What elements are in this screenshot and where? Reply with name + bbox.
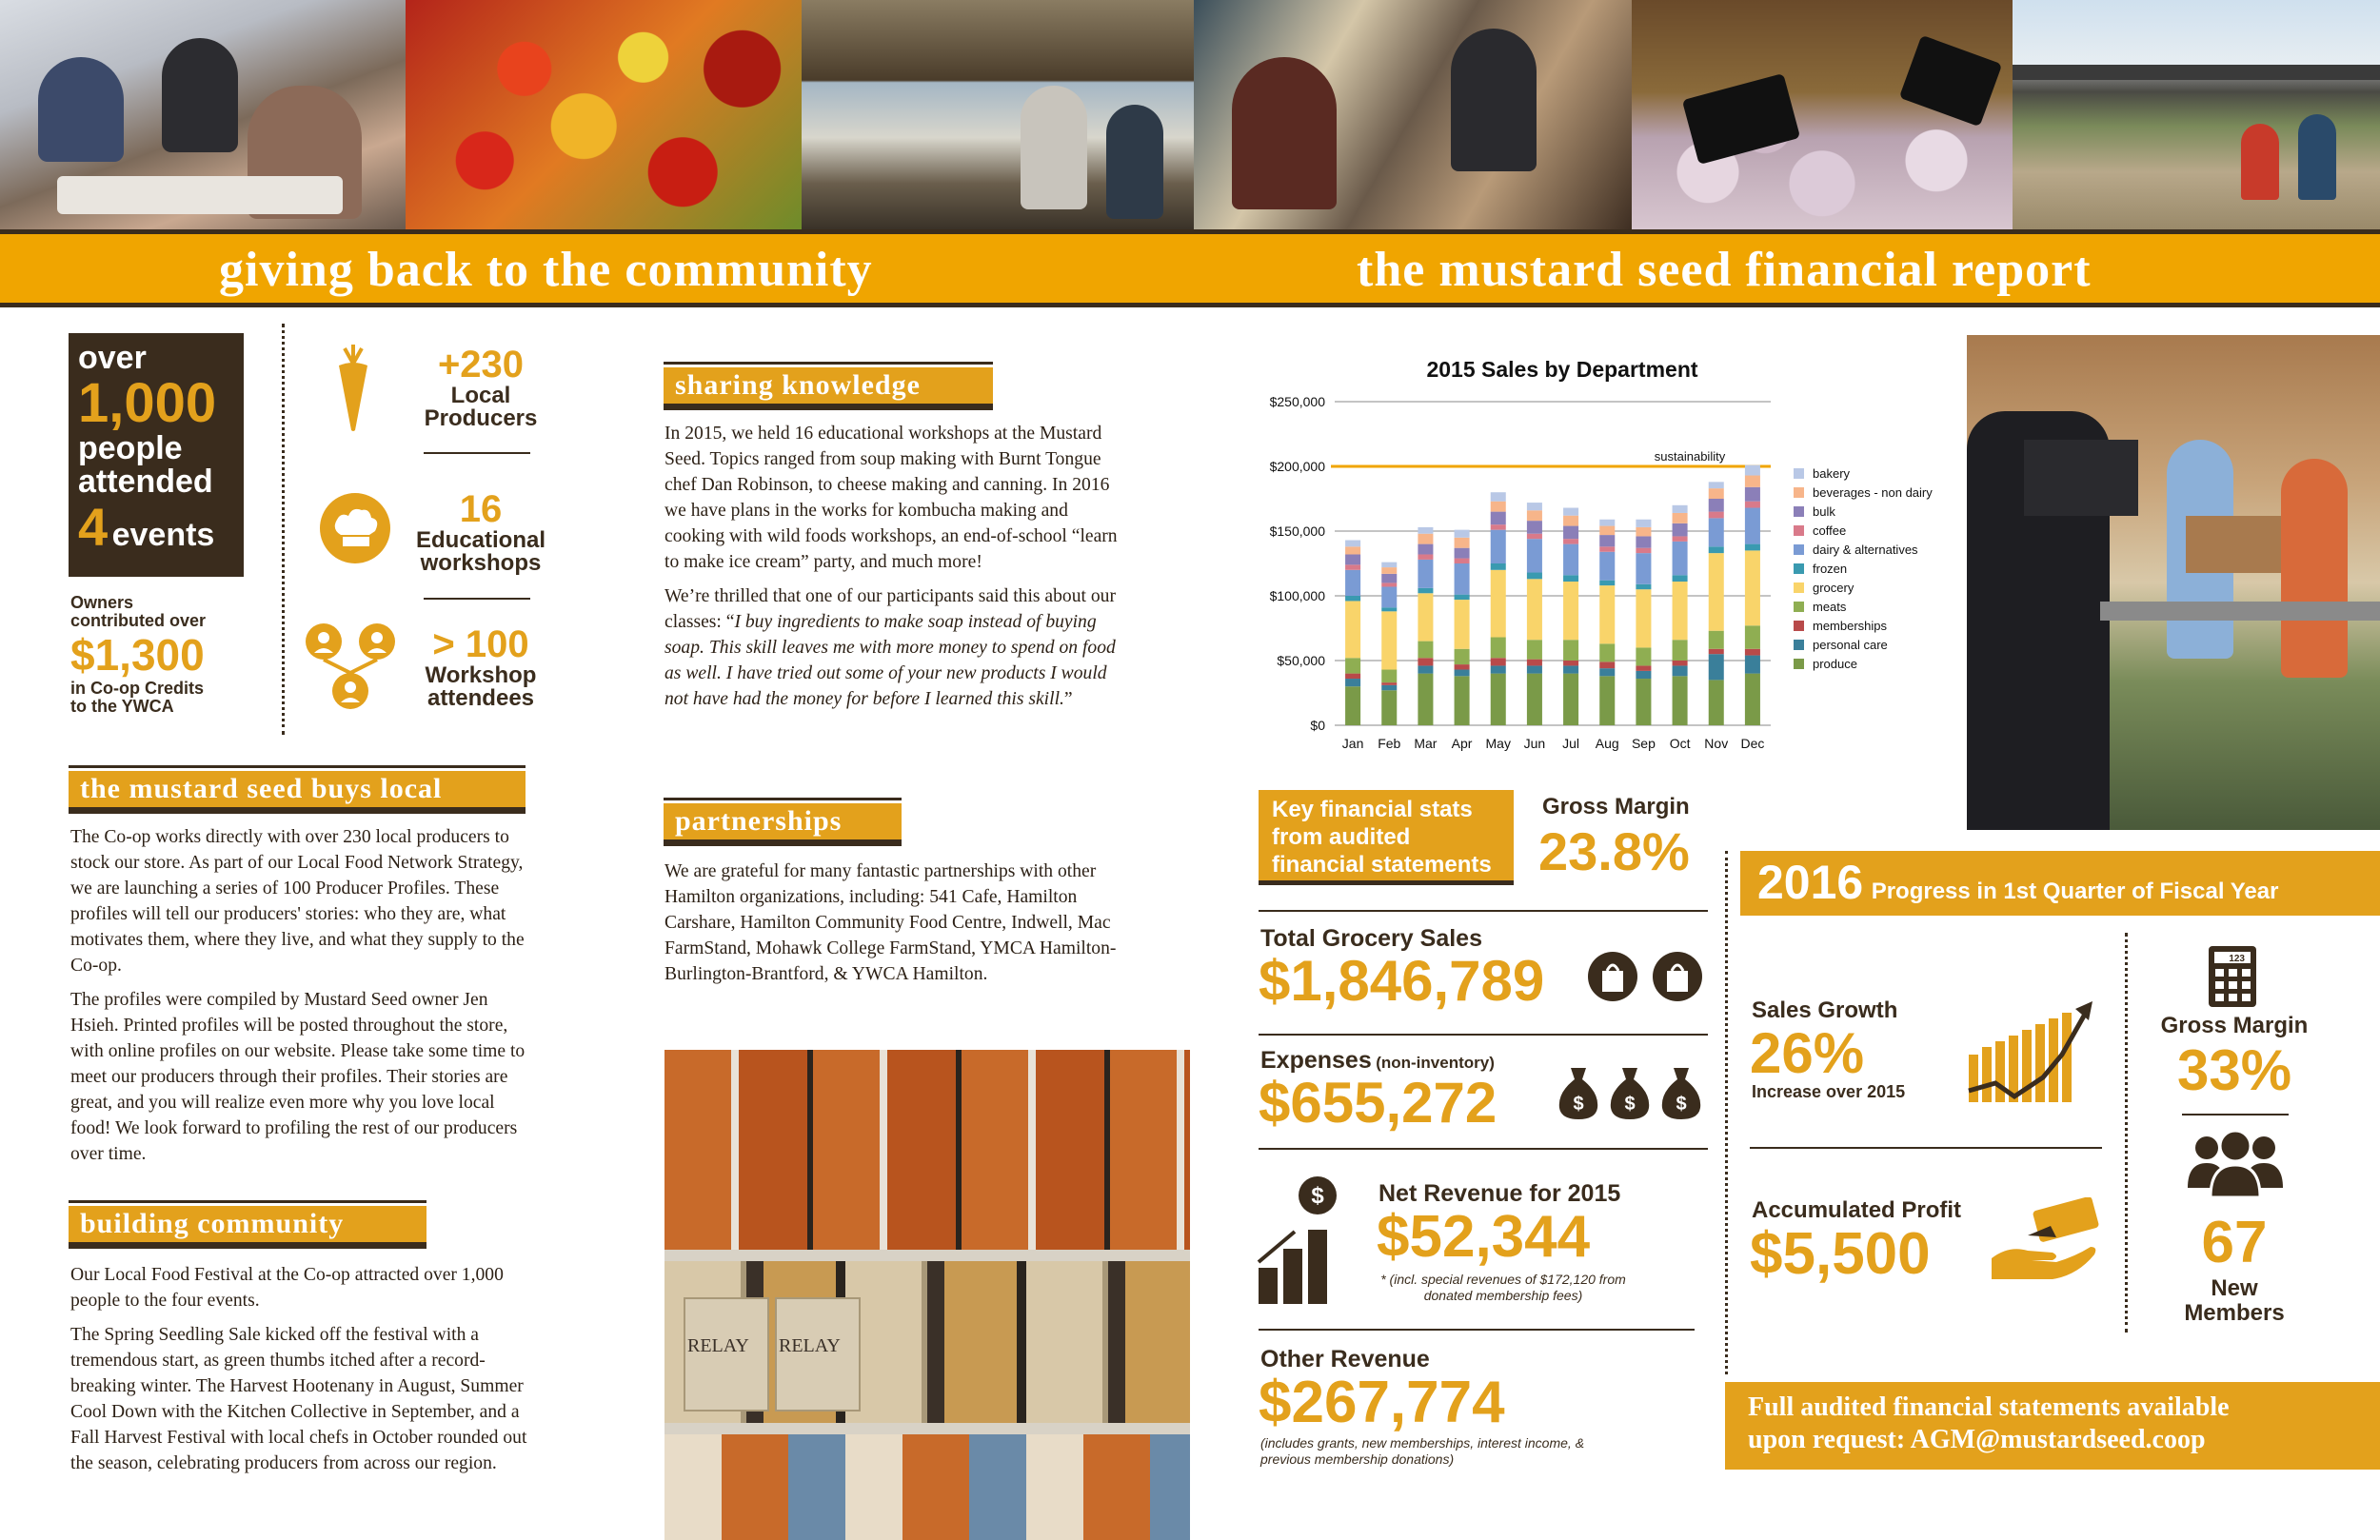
people-text: people <box>78 430 183 466</box>
bar-segment-dairy-alternatives <box>1599 552 1615 581</box>
bar-segment-bakery <box>1745 465 1760 476</box>
net-revenue-note: * (incl. special revenues of $172,120 from donated membership fees) <box>1380 1272 1626 1303</box>
bar-segment-bakery <box>1345 541 1360 547</box>
bar-segment-coffee <box>1491 524 1506 529</box>
key-stats-text: Key financial stats from audited financial statements <box>1272 797 1492 878</box>
bar-segment-beverages-non-dairy <box>1563 516 1578 526</box>
bar-segment-beverages-non-dairy <box>1599 526 1615 536</box>
legend-label: meats <box>1813 600 1847 614</box>
legend-swatch <box>1794 563 1804 574</box>
svg-text:$: $ <box>1676 1094 1687 1115</box>
legend-label: beverages - non dairy <box>1813 485 1933 500</box>
bar-segment-frozen <box>1745 544 1760 551</box>
bar-segment-meats <box>1563 640 1578 661</box>
sharing-knowledge-heading: sharing knowledge <box>664 367 993 410</box>
x-tick-label: Sep <box>1631 736 1656 751</box>
bar-segment-dairy-alternatives <box>1636 553 1651 584</box>
credits-line1: in Co-op Credits <box>70 679 204 698</box>
bar-segment-personal-care <box>1455 670 1470 677</box>
bar-segment-coffee <box>1527 534 1542 539</box>
photo-tv-interview <box>1967 335 2380 830</box>
photo-tomatoes <box>406 0 802 229</box>
progress-dotted-line <box>1725 851 1728 1374</box>
producers-line1: Local <box>450 383 511 408</box>
bar-segment-dairy-alternatives <box>1418 560 1433 588</box>
sales-growth-note: Increase over 2015 <box>1752 1082 1906 1101</box>
y-tick-label: $150,000 <box>1269 523 1325 539</box>
bar-segment-coffee <box>1636 548 1651 553</box>
photo-coffee-shelf <box>664 1050 1190 1540</box>
bar-segment-bulk <box>1745 487 1760 502</box>
bar-segment-bakery <box>1491 492 1506 502</box>
bar-segment-grocery <box>1599 585 1615 643</box>
bar-segment-memberships <box>1563 661 1578 665</box>
photo-checkout <box>1194 0 1632 229</box>
buys-local-p2: The profiles were compiled by Mustard Seed owner Jen Hsieh. Printed profiles will be posted throughout the store, with online profiles on our website. Please take some time to meet our producers through their profiles. Their stories are great, and you will realize even more why you love local food! We look forward to profiling the rest of our producers over time. <box>70 990 526 1164</box>
bar-segment-grocery <box>1455 600 1470 649</box>
legend-swatch <box>1794 582 1804 593</box>
bar-segment-dairy-alternatives <box>1527 539 1542 572</box>
legend-label: personal care <box>1813 638 1888 652</box>
attendance-box <box>69 333 244 577</box>
building-community-heading: building community <box>69 1206 426 1249</box>
partnerships-heading: partnerships <box>664 803 902 846</box>
progress-dotted-line-2 <box>2125 933 2128 1333</box>
bar-segment-produce <box>1673 676 1688 725</box>
sales-growth-value: 26% <box>1750 1021 1865 1085</box>
bar-segment-grocery <box>1636 589 1651 647</box>
bar-segment-bulk <box>1527 521 1542 534</box>
legend-label: memberships <box>1813 619 1888 633</box>
partnerships-text <box>664 859 1131 996</box>
credits-line2: to the YWCA <box>70 697 174 716</box>
expenses-value: $655,272 <box>1259 1071 1497 1135</box>
bar-segment-grocery <box>1563 582 1578 640</box>
bar-segment-bakery <box>1381 563 1397 567</box>
workshops-line1: Educational <box>415 527 546 553</box>
y-tick-label: $100,000 <box>1269 588 1325 603</box>
bar-segment-memberships <box>1527 660 1542 666</box>
bar-segment-coffee <box>1418 554 1433 559</box>
bar-segment-coffee <box>1455 559 1470 563</box>
owners-line2: contributed over <box>70 611 207 630</box>
events-number: 4 <box>78 497 109 557</box>
bar-segment-personal-care <box>1381 685 1397 690</box>
buys-local-p1: The Co-op works directly with over 230 local producers to stock our store. As part of our Local Food Network Strategy, we are launching a series of 100 Producer Profiles. These profiles will tell our producers' stories: who they are, what motivates them, where they live, and what they supply to the Co-op. <box>70 827 525 976</box>
bar-segment-frozen <box>1563 575 1578 582</box>
workshops-value: 16 <box>459 488 503 530</box>
bar-segment-bakery <box>1599 520 1615 526</box>
bar-segment-dairy-alternatives <box>1491 530 1506 563</box>
bar-segment-dairy-alternatives <box>1381 586 1397 607</box>
accumulated-profit-value: $5,500 <box>1750 1221 1931 1287</box>
finance-divider-4 <box>1259 1329 1695 1331</box>
legend-label: dairy & alternatives <box>1813 543 1918 557</box>
bar-segment-memberships <box>1381 682 1397 685</box>
other-revenue-note: (includes grants, new memberships, interest income, & previous membership donations) <box>1260 1435 1585 1467</box>
progress-gm-value: 33% <box>2176 1038 2292 1102</box>
bar-segment-personal-care <box>1418 665 1433 673</box>
stat-attendees <box>381 624 581 710</box>
bar-segment-bulk <box>1345 554 1360 564</box>
bar-segment-grocery <box>1345 601 1360 658</box>
legend-swatch <box>1794 544 1804 555</box>
legend-label: grocery <box>1813 581 1854 595</box>
x-tick-label: Jan <box>1341 736 1364 751</box>
bar-segment-meats <box>1345 658 1360 673</box>
y-tick-label: $200,000 <box>1269 459 1325 474</box>
other-revenue-value: $267,774 <box>1259 1370 1505 1435</box>
bar-segment-beverages-non-dairy <box>1455 538 1470 548</box>
sales-by-department-chart <box>1257 346 1961 765</box>
legend-label: bakery <box>1813 466 1851 481</box>
accumulated-profit-label: Accumulated Profit <box>1752 1197 1962 1223</box>
bar-segment-bulk <box>1418 544 1433 555</box>
bar-segment-coffee <box>1381 582 1397 586</box>
expenses-note: (non-inventory) <box>1376 1054 1495 1072</box>
community-title: giving back to the community <box>219 243 873 297</box>
bar-segment-frozen <box>1709 546 1724 553</box>
bar-segment-bulk <box>1599 535 1615 546</box>
bar-segment-meats <box>1673 640 1688 661</box>
bar-segment-bulk <box>1563 526 1578 540</box>
bar-segment-produce <box>1709 680 1724 725</box>
bar-segment-frozen <box>1381 607 1397 611</box>
bar-segment-produce <box>1745 674 1760 725</box>
shelf-label-1: RELAY <box>687 1335 749 1356</box>
legend-label: bulk <box>1813 504 1835 519</box>
bar-segment-bakery <box>1709 482 1724 488</box>
x-tick-label: Jun <box>1523 736 1546 751</box>
bar-segment-frozen <box>1636 584 1651 589</box>
bar-segment-beverages-non-dairy <box>1745 476 1760 487</box>
bar-segment-bakery <box>1636 520 1651 527</box>
money-bag-icon <box>1658 1064 1704 1121</box>
partnerships-p1: We are grateful for many fantastic partnerships with other Hamilton organizations, including: 541 Cafe, Hamilton Carshare, Hamilton Community Food Centre, Indwell, Mac FarmStand, Mohawk College FarmStand, YMCA Hamilton-Burlington-Brantford, & YWCA Hamilton. <box>664 861 1117 984</box>
bar-segment-personal-care <box>1491 665 1506 673</box>
x-tick-label: May <box>1485 736 1511 751</box>
svg-text:$: $ <box>1311 1183 1324 1209</box>
bar-segment-grocery <box>1527 579 1542 640</box>
bar-segment-meats <box>1709 631 1724 649</box>
bar-segment-beverages-non-dairy <box>1673 513 1688 523</box>
bar-segment-bulk <box>1455 548 1470 559</box>
carrot-icon <box>331 345 375 432</box>
other-revenue-label: Other Revenue <box>1260 1346 1430 1372</box>
bar-segment-coffee <box>1345 564 1360 569</box>
bar-segment-coffee <box>1673 536 1688 541</box>
finance-divider-2 <box>1259 1034 1708 1036</box>
bar-segment-memberships <box>1345 674 1360 679</box>
bar-segment-memberships <box>1709 649 1724 654</box>
y-tick-label: $250,000 <box>1269 394 1325 409</box>
bar-segment-dairy-alternatives <box>1709 518 1724 546</box>
bar-segment-frozen <box>1599 581 1615 585</box>
stat-divider-1 <box>424 452 530 454</box>
bar-segment-memberships <box>1491 658 1506 665</box>
contribution-amount: $1,300 <box>70 630 205 680</box>
attended-text: attended <box>78 464 213 500</box>
bar-segment-coffee <box>1563 539 1578 543</box>
bar-segment-personal-care <box>1345 679 1360 686</box>
bar-segment-meats <box>1418 642 1433 659</box>
bar-segment-coffee <box>1599 546 1615 551</box>
x-tick-label: Mar <box>1414 736 1438 751</box>
svg-text:$: $ <box>1624 1094 1636 1115</box>
attendees-value: > 100 <box>432 623 529 665</box>
new-members-value: 67 <box>2201 1210 2268 1275</box>
bar-segment-bulk <box>1636 536 1651 547</box>
bar-segment-beverages-non-dairy <box>1381 567 1397 574</box>
building-community-text <box>70 1262 535 1485</box>
finance-divider-1 <box>1259 910 1708 912</box>
bar-segment-meats <box>1455 649 1470 664</box>
bar-segment-bulk <box>1673 523 1688 537</box>
building-p1: Our Local Food Festival at the Co-op attracted over 1,000 people to the four events. <box>70 1265 504 1311</box>
building-p2: The Spring Seedling Sale kicked off the festival with a tremendous start, as green thumbs itched after a record-breaking winter. The Harvest Hootenany in August, Summer Cool Down with the Kitchen Collective in September, and a Fall Harvest Festival with local chefs in October rounded out the season, celebrating producers from across our region. <box>70 1325 527 1473</box>
shelf-label-2: RELAY <box>779 1335 841 1356</box>
bar-segment-meats <box>1527 640 1542 659</box>
stat-divider-2 <box>424 598 530 600</box>
bar-segment-produce <box>1527 674 1542 725</box>
grocery-bag-icon <box>1653 952 1702 1001</box>
bar-segment-bulk <box>1491 512 1506 525</box>
legend-label: frozen <box>1813 562 1848 576</box>
buys-local-text <box>70 824 535 1175</box>
bar-segment-frozen <box>1418 588 1433 593</box>
bar-segment-bulk <box>1381 574 1397 583</box>
new-members-line1: New <box>2211 1275 2258 1301</box>
calculator-display: 123 <box>2229 954 2245 964</box>
legend-swatch <box>1794 468 1804 479</box>
bar-segment-beverages-non-dairy <box>1527 510 1542 521</box>
progress-divider-2 <box>2182 1114 2289 1116</box>
sales-growth-label: Sales Growth <box>1752 997 1898 1023</box>
stat-producers <box>381 345 581 430</box>
x-tick-label: Feb <box>1378 736 1401 751</box>
bar-segment-memberships <box>1455 664 1470 669</box>
bar-segment-personal-care <box>1673 665 1688 676</box>
photo-garlic <box>1632 0 2013 229</box>
x-tick-label: Nov <box>1704 736 1729 751</box>
legend-label: coffee <box>1813 523 1847 538</box>
expenses-label: Expenses <box>1260 1047 1372 1074</box>
bar-segment-bakery <box>1673 505 1688 513</box>
bar-segment-frozen <box>1673 575 1688 582</box>
bar-segment-produce <box>1599 676 1615 725</box>
bar-segment-beverages-non-dairy <box>1345 546 1360 554</box>
bar-segment-memberships <box>1673 661 1688 665</box>
money-bag-icon <box>1607 1064 1653 1121</box>
legend-label: produce <box>1813 657 1857 671</box>
sustainability-label: sustainability <box>1654 449 1726 464</box>
net-revenue-label: Net Revenue for 2015 <box>1378 1180 1621 1207</box>
gross-margin-value: 23.8% <box>1538 821 1690 881</box>
progress-header <box>1740 851 2380 916</box>
bar-segment-grocery <box>1491 570 1506 638</box>
audited-note-line1: Full audited financial statements available <box>1748 1392 2230 1422</box>
attendance-number: 1,000 <box>78 372 217 434</box>
new-members-line2: Members <box>2184 1300 2285 1326</box>
bar-segment-frozen <box>1455 595 1470 600</box>
progress-title: Progress in 1st Quarter of Fiscal Year <box>1871 879 2279 904</box>
bar-segment-personal-care <box>1563 665 1578 673</box>
chef-hat-icon <box>320 493 390 563</box>
bar-segment-meats <box>1745 625 1760 648</box>
bar-segment-bulk <box>1709 499 1724 512</box>
bar-segment-produce <box>1636 679 1651 725</box>
title-banner <box>0 229 2380 307</box>
legend-swatch <box>1794 506 1804 517</box>
photo-farmers-market <box>2013 0 2380 229</box>
bar-segment-coffee <box>1709 512 1724 519</box>
producers-line2: Producers <box>424 405 538 431</box>
grocery-bag-icon <box>1588 952 1637 1001</box>
legend-swatch <box>1794 621 1804 631</box>
financial-report-title: the mustard seed financial report <box>1357 243 2092 297</box>
sharing-knowledge-text <box>664 421 1131 721</box>
bar-segment-beverages-non-dairy <box>1636 527 1651 537</box>
stat-workshops <box>381 489 581 575</box>
bar-segment-personal-care <box>1527 665 1542 673</box>
bar-segment-dairy-alternatives <box>1455 563 1470 595</box>
legend-swatch <box>1794 525 1804 536</box>
svg-text:$: $ <box>1573 1094 1584 1115</box>
audited-statements-note <box>1725 1382 2380 1470</box>
owners-contribution <box>70 594 261 716</box>
bar-segment-personal-care <box>1709 654 1724 680</box>
bar-segment-meats <box>1491 638 1506 659</box>
attendees-line2: attendees <box>426 685 535 711</box>
x-tick-label: Dec <box>1740 736 1765 751</box>
sharing-p1: In 2015, we held 16 educational workshops at the Mustard Seed. Topics ranged from soup making with Burnt Tongue chef Dan Robinson, to cheese making and canning. In 2016 we have plans in the works for kombucha making and cooking with wild foods workshops, an end-of-school “learn to make ice cream” party, and much more! <box>664 424 1118 572</box>
bar-segment-frozen <box>1527 573 1542 580</box>
grocery-sales-label: Total Grocery Sales <box>1260 925 1482 952</box>
grocery-sales-value: $1,846,789 <box>1259 949 1545 1013</box>
bar-segment-bakery <box>1455 530 1470 538</box>
sharing-p2-intro: We’re thrilled that one of our participants said this about our classes: “ <box>664 586 1116 632</box>
calculator-icon <box>2209 946 2256 1007</box>
bar-segment-memberships <box>1745 649 1760 656</box>
bar-segment-memberships <box>1599 661 1615 668</box>
growth-bars-icon <box>1257 1173 1342 1306</box>
members-group-icon <box>2186 1129 2285 1197</box>
bar-segment-beverages-non-dairy <box>1491 502 1506 512</box>
bar-segment-grocery <box>1709 553 1724 631</box>
bar-segment-produce <box>1491 674 1506 725</box>
bar-segment-produce <box>1455 676 1470 725</box>
legend-swatch <box>1794 602 1804 612</box>
sharing-p2 <box>664 583 1131 712</box>
bar-segment-produce <box>1563 674 1578 725</box>
bar-segment-bakery <box>1527 503 1542 510</box>
attendees-line1: Workshop <box>425 662 537 688</box>
progress-year: 2016 <box>1757 856 1864 909</box>
bar-segment-beverages-non-dairy <box>1709 488 1724 499</box>
bar-segment-bakery <box>1563 508 1578 516</box>
x-tick-label: Aug <box>1595 736 1619 751</box>
x-tick-label: Oct <box>1669 736 1691 751</box>
x-tick-label: Jul <box>1562 736 1580 751</box>
bar-segment-grocery <box>1745 550 1760 625</box>
legend-swatch <box>1794 659 1804 669</box>
participant-quote: I buy ingredients to make soap instead of buying soap. This skill leaves me with more money to spend on food as well. I have tried out some of your new products I would not have had the money for before I learned this skill. <box>664 612 1116 709</box>
bar-segment-meats <box>1381 670 1397 683</box>
sharing-p2-close: ” <box>1063 689 1073 709</box>
bar-segment-frozen <box>1345 596 1360 601</box>
bar-segment-produce <box>1345 686 1360 725</box>
y-tick-label: $0 <box>1310 718 1325 733</box>
bar-segment-produce <box>1381 690 1397 725</box>
money-bag-icon <box>1556 1064 1601 1121</box>
bar-segment-frozen <box>1491 563 1506 570</box>
dotted-divider <box>282 324 285 735</box>
bar-segment-grocery <box>1418 593 1433 641</box>
bar-segment-personal-care <box>1599 668 1615 676</box>
bar-segment-dairy-alternatives <box>1563 544 1578 576</box>
over-text: over <box>78 340 147 376</box>
events-text: events <box>111 517 215 553</box>
bar-segment-meats <box>1636 647 1651 665</box>
net-revenue-value: $52,344 <box>1377 1204 1591 1270</box>
progress-divider <box>1750 1147 2102 1149</box>
bar-segment-meats <box>1599 643 1615 661</box>
legend-swatch <box>1794 487 1804 498</box>
bar-segment-grocery <box>1381 611 1397 669</box>
bar-segment-dairy-alternatives <box>1345 570 1360 596</box>
bar-segment-personal-care <box>1636 671 1651 679</box>
chart-title: 2015 Sales by Department <box>1426 357 1698 382</box>
gross-margin-label: Gross Margin <box>1542 794 1690 819</box>
bar-segment-memberships <box>1418 658 1433 665</box>
bar-segment-personal-care <box>1745 656 1760 674</box>
legend-swatch <box>1794 640 1804 650</box>
y-tick-label: $50,000 <box>1277 653 1325 668</box>
owners-line1: Owners <box>70 593 134 612</box>
buys-local-heading: the mustard seed buys local <box>69 771 526 814</box>
finance-divider-3 <box>1259 1148 1708 1150</box>
bar-segment-dairy-alternatives <box>1673 542 1688 575</box>
bar-segment-dairy-alternatives <box>1745 508 1760 544</box>
photo-cooking-class <box>0 0 406 229</box>
x-tick-label: Apr <box>1451 736 1473 751</box>
key-stats-box <box>1259 790 1514 885</box>
bar-segment-beverages-non-dairy <box>1418 534 1433 544</box>
bar-segment-coffee <box>1745 502 1760 508</box>
growth-chart-icon <box>1967 997 2100 1104</box>
bar-segment-memberships <box>1636 665 1651 670</box>
producers-value: +230 <box>437 344 525 385</box>
workshops-line2: workshops <box>420 550 542 576</box>
progress-gm-label: Gross Margin <box>2160 1013 2309 1038</box>
bar-segment-grocery <box>1673 582 1688 640</box>
photo-storefront <box>802 0 1194 229</box>
bar-segment-bakery <box>1418 527 1433 534</box>
audited-note-line2: upon request: AGM@mustardseed.coop <box>1748 1425 2206 1454</box>
hand-money-icon <box>1990 1197 2100 1283</box>
bar-segment-produce <box>1418 674 1433 725</box>
